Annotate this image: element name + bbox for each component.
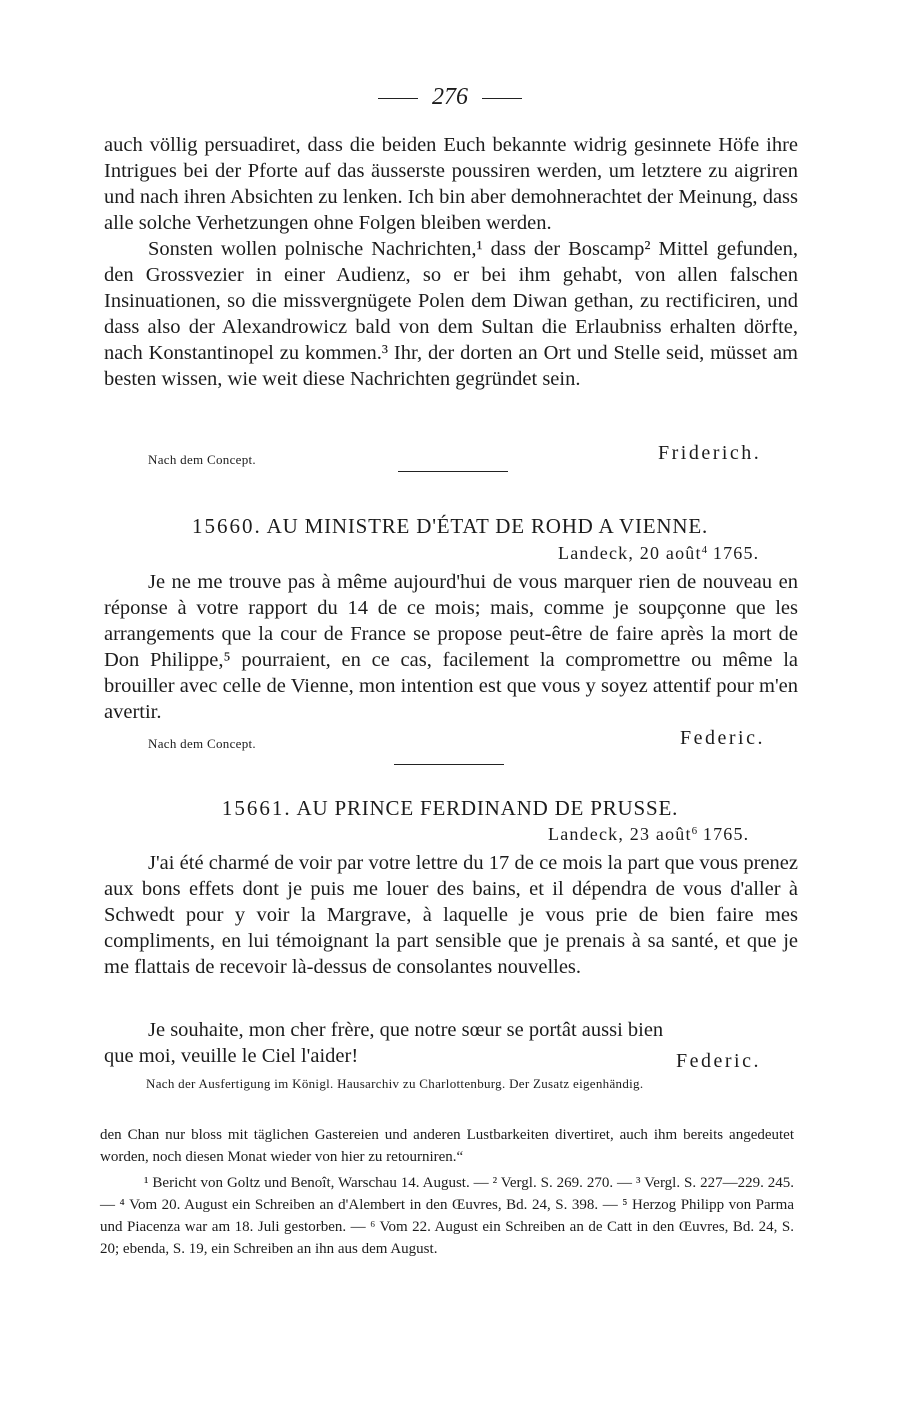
letter-text <box>104 850 798 980</box>
footnote-marker: 4 <box>701 544 708 556</box>
intro-source-note: Nach dem Concept. <box>148 452 256 467</box>
letter-signature: Federic. <box>680 727 765 749</box>
footnote-continuation: den Chan nur bloss mit täglichen Gastereien und anderen Lustbarkeiten divertiret, auch ihm bereits angedeutet worden, noch diesen Monat wieder von hier zu retourniren.“ <box>100 1127 794 1165</box>
letter-paragraph: Je souhaite, mon cher frère, que notre sœur se portât aussi bien que moi, veuille le Ciel l'aider! <box>104 1019 664 1067</box>
section-divider <box>394 764 504 765</box>
letter-source-note: Nach der Ausfertigung im Königl. Hausarchiv zu Charlottenburg. Der Zusatz eigenhändig. <box>146 1076 644 1091</box>
intro-text <box>104 132 798 392</box>
letter-heading <box>0 796 900 821</box>
letter-year: 1765. <box>702 824 750 844</box>
footnote-marker: 6 <box>691 825 698 837</box>
header-dash-right <box>482 98 522 99</box>
page-number: 276 <box>432 84 468 110</box>
footnote-list: ¹ Bericht von Goltz und Benoît, Warschau 14. August. — ² Vergl. S. 269. 270. — ³ Vergl. S. 227—229. 245. — ⁴ Vom 20. August ein Schreiben an d'Alembert in den Œuvres, Bd. 24, S. 398. — ⁵ Herzog Philipp von Parma und Piacenza war am 18. Juli gestorben. — ⁶ Vom 22. August ein Schreiben an de Catt in den Œuvres, Bd. 24, S. 20; ebenda, S. 19, ein Schreiben an ihn aus dem August. <box>100 1175 794 1257</box>
letter-signature: Federic. <box>676 1050 761 1072</box>
letter-number: 15661. <box>221 796 292 820</box>
letter-heading <box>0 514 900 539</box>
letter-paragraph: Je ne me trouve pas à même aujourd'hui de vous marquer rien de nouveau en réponse à votre rapport du 14 de ce mois; mais, comme je soupçonne que les arrangements que la cour de France se propose peut-être de faire après la mort de Don Philippe,⁵ pourraient, en ce cas, facilement la compromettre ou même la brouiller avec celle de Vienne, mon intention est que vous y soyez attentif pour m'en avertir. <box>104 571 798 723</box>
letter-place: Landeck, <box>558 543 635 563</box>
letter-dateline <box>558 543 759 564</box>
letter-date: 23 août <box>629 824 692 844</box>
letter-recipient: AU PRINCE FERDINAND DE PRUSSE. <box>296 796 679 820</box>
page-header <box>0 84 900 111</box>
letter-place: Landeck, <box>548 824 625 844</box>
letter-text <box>104 569 798 725</box>
letter-year: 1765. <box>712 543 760 563</box>
letter-date: 20 août <box>639 543 702 563</box>
letter-number: 15660. <box>191 514 262 538</box>
section-divider <box>398 471 508 472</box>
intro-paragraph: auch völlig persuadiret, dass die beiden Euch bekannte widrig gesinnete Höfe ihre Intrigues bei der Pforte auf das äusserste poussiren werden, um letztere zu aigriren und nach ihren Absichten zu lenken. Ich bin aber demohnerachtet der Meinung, dass alle solche Verhetzungen ohne Folgen bleiben werden. <box>104 134 798 234</box>
letter-recipient: AU MINISTRE D'ÉTAT DE ROHD A VIENNE. <box>266 514 709 538</box>
intro-paragraph: Sonsten wollen polnische Nachrichten,¹ dass der Boscamp² Mittel gefunden, den Grossvezier in einer Audienz, so er bei ihm gehabt, von allen falschen Insinuationen, so die missvergnügete Polen dem Diwan gethan, zu rectificiren, und dass also der Alexandrowicz bald von dem Sultan die Erlaubniss erhalten dörfte, nach Konstantinopel zu kommen.³ Ihr, der dorten an Ort und Stelle seid, müsset am besten wissen, wie weit diese Nachrichten gegründet sein. <box>104 238 798 390</box>
letter-text <box>104 1017 664 1069</box>
intro-signature: Friderich. <box>658 442 762 464</box>
header-dash-left <box>378 98 418 99</box>
footnotes <box>100 1124 794 1260</box>
letter-dateline <box>548 824 749 845</box>
letter-source-note: Nach dem Concept. <box>148 736 256 751</box>
letter-paragraph: J'ai été charmé de voir par votre lettre du 17 de ce mois la part que vous prenez aux bons effets dont je puis me louer des bains, et il dépendra de vous d'aller à Schwedt pour y voir la Margrave, à laquelle je vous prie de bien faire mes compliments, en lui témoignant la part sensible que je prenais à sa santé, et que je me flattais de recevoir là-dessus de consolantes nouvelles. <box>104 852 798 978</box>
